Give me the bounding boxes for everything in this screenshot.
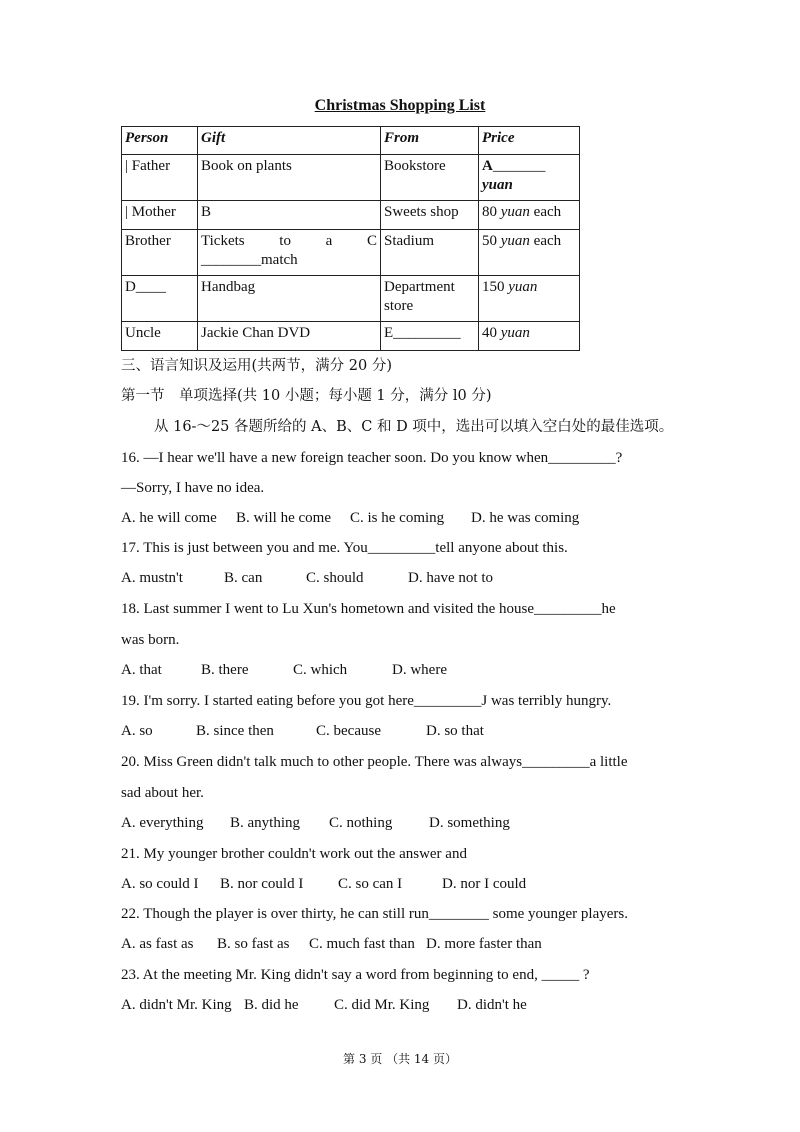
question-17-options: [121, 568, 493, 588]
cell-from: Stadium: [381, 230, 479, 276]
question-22-stem: 22. Though the player is over thirty, he can still run________ some younger players.: [121, 906, 628, 922]
cell-price: [479, 155, 580, 201]
cell-gift: [198, 230, 381, 276]
cell-price: [479, 276, 580, 322]
cell-gift-blank-b: B: [198, 201, 381, 230]
section-instruction: 从 16-～25 各题所给的 A、B、C 和 D 项中，选出可以填入空白处的最佳选项。: [154, 419, 674, 435]
option-b[interactable]: B. nor could I: [220, 876, 304, 892]
gift-word: to: [279, 233, 291, 249]
gift-word: a: [325, 233, 333, 249]
page-footer: 第 3 页 （共 14 页）: [343, 1052, 457, 1066]
question-22-options: [121, 934, 542, 954]
cell-person-blank-d: D____: [122, 276, 198, 322]
price-num: 40: [482, 325, 497, 341]
question-20-stem-continued: sad about her.: [121, 785, 204, 801]
option-d[interactable]: D. something: [429, 815, 510, 831]
option-b[interactable]: B. since then: [196, 723, 274, 739]
question-16-options: [121, 508, 579, 528]
question-18-stem-continued: was born.: [121, 632, 180, 648]
question-17-stem: 17. This is just between you and me. You_________tell anyone about this.: [121, 540, 568, 556]
shopping-list-table: [121, 126, 580, 351]
price-unit: yuan: [500, 204, 530, 220]
cell-person: | Mother: [122, 201, 198, 230]
cell-from: Bookstore: [381, 155, 479, 201]
header-price: Price: [479, 127, 580, 155]
question-18-options: [121, 660, 447, 680]
header-gift: Gift: [198, 127, 381, 155]
option-a[interactable]: A. everything: [121, 815, 204, 831]
option-d[interactable]: D. he was coming: [471, 510, 580, 526]
option-a[interactable]: A. mustn't: [121, 570, 183, 586]
option-c[interactable]: C. did Mr. King: [334, 997, 430, 1013]
option-a[interactable]: A. he will come: [121, 510, 217, 526]
option-c[interactable]: C. which: [293, 662, 348, 678]
option-d[interactable]: D. didn't he: [457, 997, 527, 1013]
price-unit: yuan: [482, 177, 513, 193]
cell-person: Uncle: [122, 322, 198, 351]
option-c[interactable]: C. much fast than: [309, 936, 415, 952]
option-d[interactable]: D. more faster than: [426, 936, 542, 952]
cell-from-blank-e: E_________: [381, 322, 479, 351]
option-d[interactable]: D. have not to: [408, 570, 493, 586]
question-23-stem: 23. At the meeting Mr. King didn't say a word from beginning to end, _____ ?: [121, 967, 590, 983]
blank-label-c: C: [366, 233, 377, 249]
price-tail: each: [533, 204, 562, 220]
blank-line: _______: [492, 158, 546, 174]
cell-price: [479, 322, 580, 351]
header-person: Person: [122, 127, 198, 155]
option-d[interactable]: D. where: [392, 662, 447, 678]
option-b[interactable]: B. will he come: [236, 510, 331, 526]
cell-gift: Jackie Chan DVD: [198, 322, 381, 351]
blank-label-a: A: [482, 158, 493, 174]
shopping-list-title: Christmas Shopping List: [314, 97, 486, 114]
table-row: [122, 155, 580, 201]
option-a[interactable]: A. as fast as: [121, 936, 194, 952]
table-row: [122, 322, 580, 351]
question-16-stem: 16. —I hear we'll have a new foreign teacher soon. Do you know when_________?: [121, 450, 623, 466]
option-a[interactable]: A. that: [121, 662, 162, 678]
price-unit: yuan: [500, 233, 530, 249]
option-c[interactable]: C. should: [306, 570, 364, 586]
price-unit: yuan: [500, 325, 530, 341]
header-from: From: [381, 127, 479, 155]
question-21-stem: 21. My younger brother couldn't work out the answer and: [121, 846, 467, 862]
price-num: 150: [482, 279, 505, 295]
option-c[interactable]: C. so can I: [338, 876, 403, 892]
question-19-options: [121, 721, 484, 741]
cell-from: Sweets shop: [381, 201, 479, 230]
table-row: [122, 276, 580, 322]
price-num: 50: [482, 233, 497, 249]
option-b[interactable]: B. can: [224, 570, 263, 586]
table-row: [122, 201, 580, 230]
question-19-stem: 19. I'm sorry. I started eating before you got here_________J was terribly hungry.: [121, 693, 612, 709]
option-b[interactable]: B. there: [201, 662, 249, 678]
gift-line2: ________match: [201, 252, 298, 268]
cell-person: | Father: [122, 155, 198, 201]
option-a[interactable]: A. so could I: [121, 876, 199, 892]
option-d[interactable]: D. so that: [426, 723, 484, 739]
cell-person: Brother: [122, 230, 198, 276]
cell-price: [479, 230, 580, 276]
price-num: 80: [482, 204, 497, 220]
table-row: [122, 230, 580, 276]
cell-gift: Book on plants: [198, 155, 381, 201]
question-20-options: [121, 813, 510, 833]
option-d[interactable]: D. nor I could: [442, 876, 527, 892]
question-23-options: [121, 995, 527, 1015]
price-tail: each: [533, 233, 562, 249]
option-b[interactable]: B. anything: [230, 815, 300, 831]
section-subheading: 第一节 单项选择(共 10 小题；每小题 1 分，满分 l0 分): [121, 388, 492, 404]
table-header-row: [122, 127, 580, 155]
price-unit: yuan: [508, 279, 538, 295]
question-16-reply: —Sorry, I have no idea.: [121, 480, 265, 496]
option-a[interactable]: A. didn't Mr. King: [121, 997, 232, 1013]
option-c[interactable]: C. is he coming: [350, 510, 445, 526]
cell-price: [479, 201, 580, 230]
gift-word: Tickets: [201, 233, 245, 249]
option-c[interactable]: C. nothing: [329, 815, 393, 831]
option-a[interactable]: A. so: [121, 723, 153, 739]
question-21-options: [121, 874, 526, 894]
option-b[interactable]: B. so fast as: [217, 936, 290, 952]
question-18-stem: 18. Last summer I went to Lu Xun's hometown and visited the house_________he: [121, 601, 616, 617]
cell-gift: Handbag: [198, 276, 381, 322]
cell-from: Department store: [381, 276, 479, 322]
section-heading: 三、语言知识及运用(共两节，满分 20 分): [121, 358, 392, 374]
option-c[interactable]: C. because: [316, 723, 381, 739]
option-b[interactable]: B. did he: [244, 997, 299, 1013]
question-20-stem: 20. Miss Green didn't talk much to other people. There was always_________a little: [121, 754, 628, 770]
